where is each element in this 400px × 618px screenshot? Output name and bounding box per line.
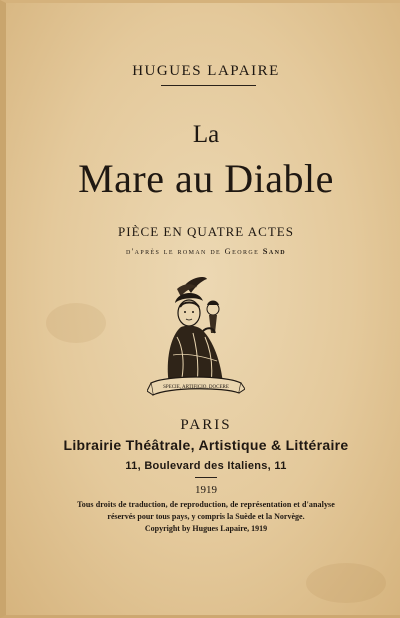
book-title: Mare au Diable	[78, 156, 334, 201]
publisher-emblem-illustration	[147, 275, 245, 407]
author-underline	[161, 85, 256, 86]
rights-notice-line-2: réservés pour tous pays, y compris la Suède et la Norvège.	[107, 512, 305, 521]
publisher-address: 11, Boulevard des Italiens, 11	[125, 460, 287, 472]
publisher-name: Librairie Théâtrale, Artistique & Littéraire	[63, 437, 349, 453]
paper-stain	[46, 303, 106, 343]
subtitle: PIÈCE EN QUATRE ACTES	[118, 224, 294, 239]
source-author: Sand	[262, 246, 287, 256]
source-prefix: d'après le roman de George	[125, 246, 260, 256]
rights-notice-line-1: Tous droits de traduction, de reproduction, de représentation et d'analyse	[77, 500, 335, 509]
paper-stain	[306, 563, 386, 603]
copyright-notice: Copyright by Hugues Lapaire, 1919	[144, 524, 268, 533]
divider	[195, 477, 217, 478]
publication-year: 1919	[195, 484, 217, 496]
publication-city: PARIS	[180, 417, 232, 433]
author-name: HUGUES LAPAIRE	[132, 63, 280, 79]
emblem-banner-text: SPECIE, ARTIFICIO, DOCERE	[163, 385, 229, 390]
title-article: La	[192, 121, 220, 148]
source-note	[6, 246, 400, 256]
